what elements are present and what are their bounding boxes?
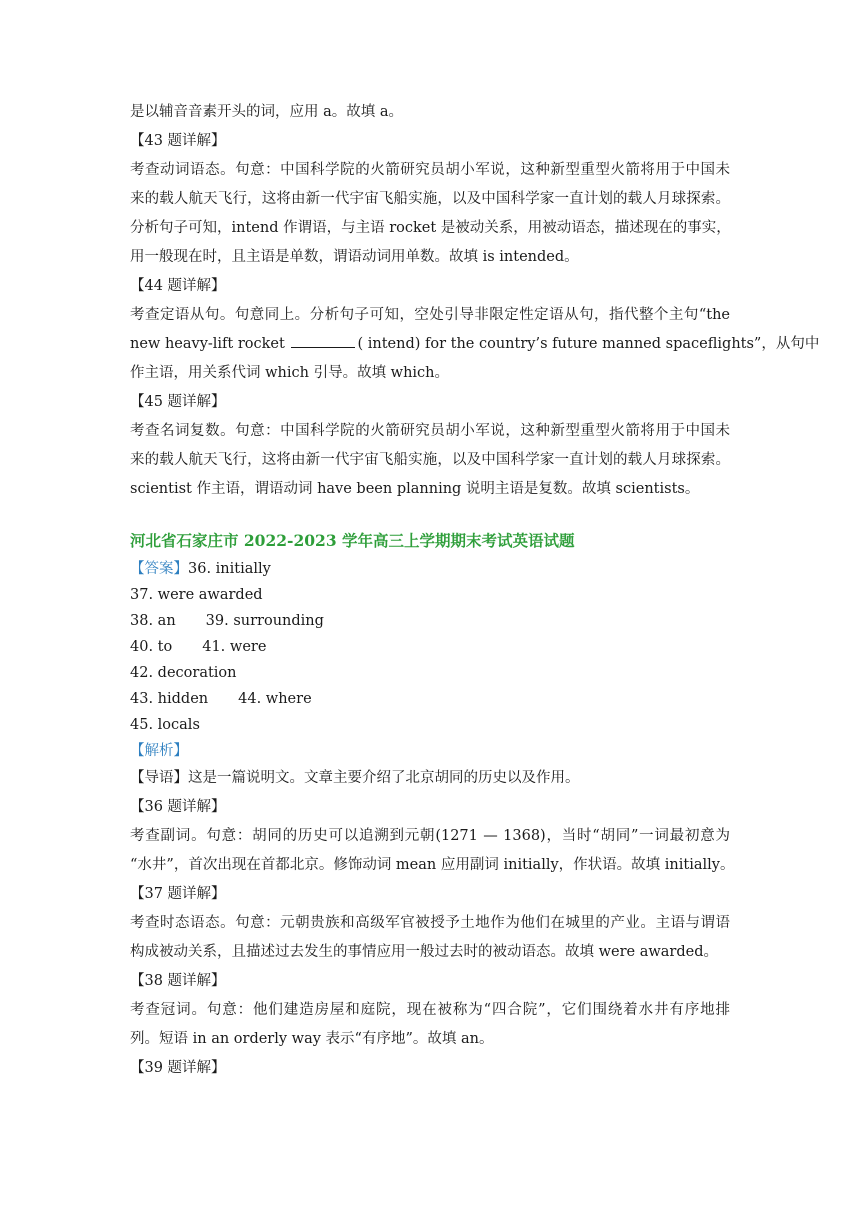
answer-line <box>130 634 730 660</box>
text-line: 考查副词。句意：胡同的历史可以追溯到元朝(1271 — 1368)，当时“胡同”一词最初意为 <box>130 828 730 844</box>
answer-44: 44. where <box>238 691 312 707</box>
answer-line <box>130 660 730 686</box>
answer-42: 42. decoration <box>130 665 237 681</box>
text-line: 分析句子可知，intend 作谓语，与主语 rocket 是被动关系，用被动语态，描述现在的事实， <box>130 220 731 236</box>
q36-heading: 【36 题详解】 <box>130 799 226 815</box>
text-segment: ( intend) for the country’s future manned spaceflights”，从句中 <box>357 336 820 352</box>
answer-40: 40. to <box>130 639 173 655</box>
answer-line <box>130 608 730 634</box>
q37-heading: 【37 题详解】 <box>130 886 226 902</box>
text-line: 用一般现在时，且主语是单数，谓语动词用单数。故填 is intended。 <box>130 249 579 265</box>
q44-heading: 【44 题详解】 <box>130 278 226 294</box>
text-line: 考查冠词。句意：他们建造房屋和庭院，现在被称为“四合院”，它们围绕着水井有序地排 <box>130 1002 730 1018</box>
document-page <box>130 98 820 1083</box>
text-line: 考查名词复数。句意：中国科学院的火箭研究员胡小军说，这种新型重型火箭将用于中国未 <box>130 423 730 439</box>
q37-explanation <box>130 909 730 967</box>
q36-explanation <box>130 822 735 880</box>
text-line: 作主语，用关系代词 which 引导。故填 which。 <box>130 365 450 381</box>
text-line-with-blank <box>130 330 820 359</box>
intro-line: 【导语】这是一篇说明文。文章主要介绍了北京胡同的历史以及作用。 <box>130 770 580 786</box>
q38-explanation <box>130 996 730 1054</box>
answer-38: 38. an <box>130 613 176 629</box>
answer-line <box>130 582 730 608</box>
text-line: 来的载人航天飞行，这将由新一代宇宙飞船实施，以及中国科学家一直计划的载人月球探索。 <box>130 452 730 468</box>
text-segment: new heavy-lift rocket <box>130 336 290 352</box>
answer-36: 36. initially <box>188 561 271 577</box>
text-line: 列。短语 in an orderly way 表示“有序地”。故填 an。 <box>130 1031 494 1047</box>
q38-heading: 【38 题详解】 <box>130 973 226 989</box>
q43-explanation <box>130 156 730 272</box>
text-line: 考查定语从句。句意同上。分析句子可知，空处引导非限定性定语从句，指代整个主句“the <box>130 307 730 323</box>
text-line: 构成被动关系，且描述过去发生的事情应用一般过去时的被动语态。故填 were awarded。 <box>130 944 718 960</box>
answer-37: 37. were awarded <box>130 587 263 603</box>
text-line: 来的载人航天飞行，这将由新一代宇宙飞船实施，以及中国科学家一直计划的载人月球探索。 <box>130 191 730 207</box>
q43-heading: 【43 题详解】 <box>130 133 226 149</box>
analysis-tag: 【解析】 <box>130 743 188 759</box>
answer-blank <box>291 335 355 348</box>
text-line: “水井”，首次出现在首都北京。修饰动词 mean 应用副词 initially，作状语。故填 initially。 <box>130 857 735 873</box>
text-line: scientist 作主语，谓语动词 have been planning 说明主语是复数。故填 scientists。 <box>130 481 700 497</box>
text-line: 考查动词语态。句意：中国科学院的火箭研究员胡小军说，这种新型重型火箭将用于中国未 <box>130 162 730 178</box>
text-line: 是以辅音音素开头的词，应用 a。故填 a。 <box>130 104 404 120</box>
q45-explanation <box>130 417 730 504</box>
section-title: 河北省石家庄市 2022-2023 学年高三上学期期末考试英语试题 <box>130 531 575 550</box>
answer-line <box>130 686 730 712</box>
answer-line <box>130 712 730 738</box>
answer-39: 39. surrounding <box>205 613 324 629</box>
answer-line <box>130 556 730 582</box>
answer-45: 45. locals <box>130 717 200 733</box>
q45-heading: 【45 题详解】 <box>130 394 226 410</box>
answer-41: 41. were <box>202 639 267 655</box>
q39-heading: 【39 题详解】 <box>130 1060 226 1076</box>
q44-explanation <box>130 301 820 388</box>
text-line: 考查时态语态。句意：元朝贵族和高级军官被授予土地作为他们在城里的产业。主语与谓语 <box>130 915 730 931</box>
answer-tag: 【答案】 <box>130 561 188 577</box>
answer-43: 43. hidden <box>130 691 209 707</box>
